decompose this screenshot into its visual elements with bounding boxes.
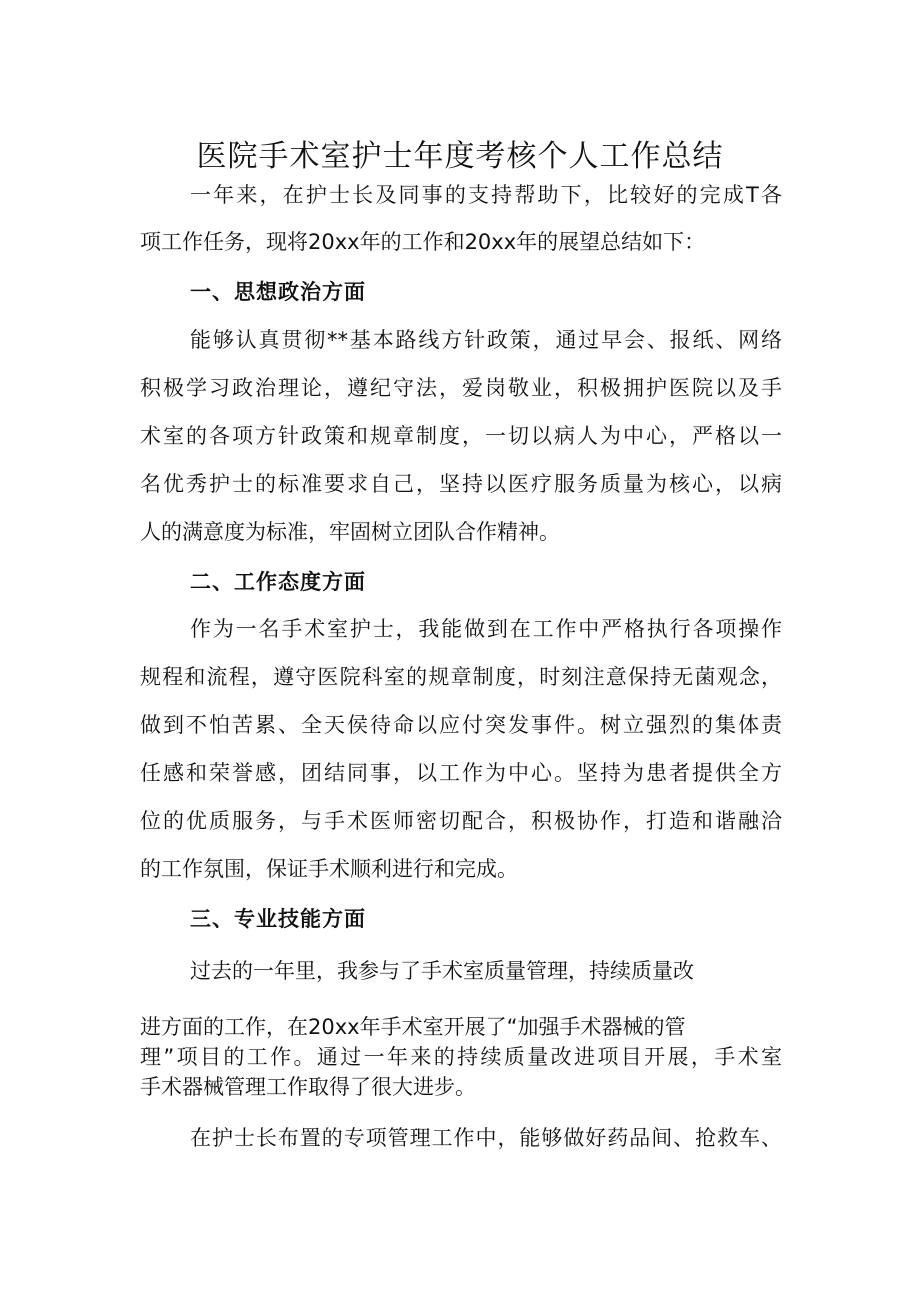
section3-line-5: 在护士长布置的专项管理工作中，能够做好药品间、抢救车、 <box>190 1126 782 1150</box>
section2-line-2: 规程和流程，遵守医院科室的规章制度，时刻注意保持无菌观念， <box>140 665 782 689</box>
section2-line-5: 位的优质服务，与手术医师密切配合，积极协作，打造和谐融洽 <box>140 809 782 833</box>
section1-line-4: 名优秀护士的标准要求自己，坚持以医疗服务质量为核心，以病 <box>140 472 782 496</box>
intro-line-1: 一年来，在护士长及同事的支持帮助下，比较好的完成T各 <box>190 183 782 207</box>
section2-line-6: 的工作氛围，保证手术顺利进行和完成。 <box>140 857 518 881</box>
section-heading-skills: 三、专业技能方面 <box>190 907 366 931</box>
section3-line-2: 进方面的工作，在20xx年手术室开展了“加强手术器械的管 <box>140 1015 686 1039</box>
section-heading-attitude: 二、工作态度方面 <box>190 570 366 594</box>
page-title: 医院手术室护士年度考核个人工作总结 <box>196 139 724 175</box>
section3-line-1: 过去的一年里，我参与了手术室质量管理，持续质量改 <box>190 959 694 983</box>
section3-line-3: 理”项目的工作。通过一年来的持续质量改进项目开展，手术室 <box>140 1045 782 1069</box>
section1-line-5: 人的满意度为标准，牢固树立团队合作精神。 <box>140 520 560 544</box>
section3-line-4: 手术器械管理工作取得了很大进步。 <box>140 1075 476 1099</box>
section1-line-2: 积极学习政治理论，遵纪守法，爱岗敬业，积极拥护医院以及手 <box>140 376 782 400</box>
section2-line-1: 作为一名手术室护士，我能做到在工作中严格执行各项操作 <box>190 617 782 641</box>
section2-line-4: 任感和荣誉感，团结同事，以工作为中心。坚持为患者提供全方 <box>140 761 782 785</box>
section-heading-politics: 一、思想政治方面 <box>190 280 366 304</box>
intro-line-2: 项工作任务，现将20xx年的工作和20xx年的展望总结如下： <box>140 230 706 254</box>
section1-line-3: 术室的各项方针政策和规章制度，一切以病人为中心，严格以一 <box>140 424 782 448</box>
section1-line-1: 能够认真贯彻**基本路线方针政策，通过早会、报纸、网络 <box>190 328 782 352</box>
section2-line-3: 做到不怕苦累、全天侯待命以应付突发事件。树立强烈的集体责 <box>140 713 782 737</box>
